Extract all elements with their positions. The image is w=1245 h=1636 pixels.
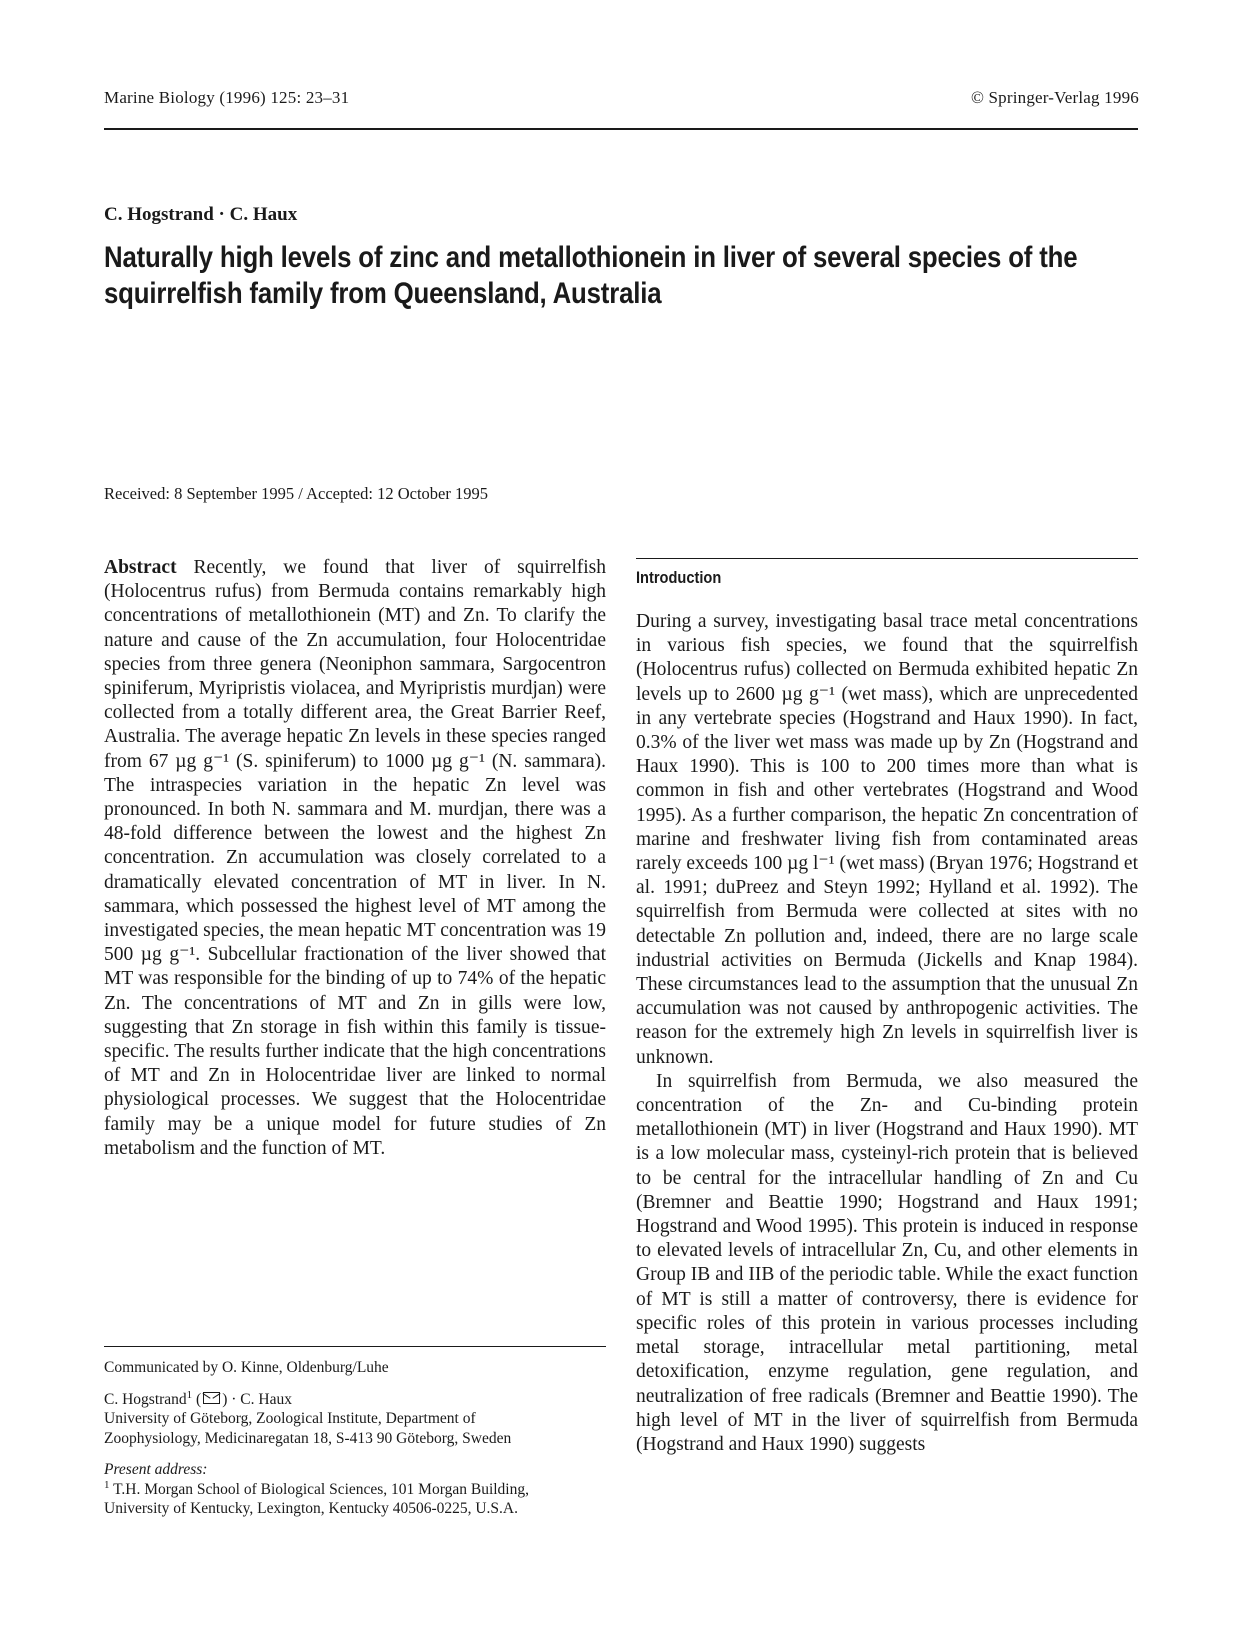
author-footnote-marker: 1 <box>186 1388 193 1401</box>
footnotes-block <box>104 1358 606 1531</box>
affiliation-line-1: University of Göteborg, Zoological Institute, Department of <box>104 1410 476 1427</box>
copyright-notice: © Springer-Verlag 1996 <box>970 88 1139 107</box>
abstract-label: Abstract <box>104 557 177 578</box>
envelope-icon <box>203 1392 220 1404</box>
introduction-section <box>636 610 1138 1457</box>
received-accepted-dates: Received: 8 September 1995 / Accepted: 12 October 1995 <box>104 484 488 503</box>
footnote-divider <box>104 1346 606 1347</box>
abstract-text: Recently, we found that liver of squirrelfish (Holocentrus rufus) from Bermuda contains remarkably high concentrations of metallothionein (MT) and Zn. To clarify the nature and cause of the Zn accumulation, four Holocentridae species from three genera (Neoniphon sammara, Sargocentron spiniferum, Myripristis violacea, and Myripristis murdjan) were collected from a totally different area, the Great Barrier Reef, Australia. The average hepatic Zn levels in these species ranged from 67 µg g⁻¹ (S. spiniferum) to 1000 µg g⁻¹ (N. sammara). The intraspecies variation in the hepatic Zn level was pronounced. In both N. sammara and M. murdjan, there was a 48-fold difference between the lowest and the highest Zn concentration. Zn accumulation was closely correlated to a dramatically elevated concentration of MT in liver. In N. sammara, which possessed the highest level of MT among the investigated species, the mean hepatic MT concentration was 19 500 µg g⁻¹. Subcellular fractionation of the liver showed that MT was responsible for the binding of up to 74% of the hepatic Zn. The concentrations of MT and Zn in gills were low, suggesting that Zn storage in fish within this family is tissue-specific. The results further indicate that the high concentrations of MT and Zn in Holocentridae liver are linked to normal physiological processes. We suggest that the Holocentridae family may be a unique model for future studies of Zn metabolism and the function of MT. <box>104 557 606 1159</box>
introduction-paragraph-2: In squirrelfish from Bermuda, we also measured the concentration of the Zn- and Cu-binding protein metallothionein (MT) in liver (Hogstrand and Haux 1990). MT is a low molecular mass, cysteinyl-rich protein that is believed to be central for the intracellular handling of Zn and Cu (Bremner and Beattie 1990; Hogstrand and Haux 1991; Hogstrand and Wood 1995). This protein is induced in response to elevated levels of intracellular Zn, Cu, and other elements in Group IB and IIB of the periodic table. While the exact function of MT is still a matter of controversy, there is evidence for specific roles of this protein in various processes including metal storage, intracellular metal partitioning, metal detoxification, enzyme regulation, gene regulation, and neutralization of free radicals (Bremner and Beattie 1990). The high level of MT in the liver of squirrelfish from Bermuda (Hogstrand and Haux 1990) suggests <box>636 1070 1138 1455</box>
author-name-2: · C. Haux <box>231 1390 292 1408</box>
present-address-label: Present address: <box>104 1461 208 1478</box>
introduction-paragraph-1: During a survey, investigating basal trace metal concentrations in various fish species, we found that the squirrelfish (Holocentrus rufus) collected on Bermuda exhibited hepatic Zn levels up to 2600 µg g⁻¹ (wet mass), which are unprecedented in any vertebrate species (Hogstrand and Haux 1990). In fact, 0.3% of the liver wet mass was made up by Zn (Hogstrand and Haux 1990). This is 100 to 200 times more than what is common in fish and other vertebrates (Hogstrand and Wood 1995). As a further comparison, the hepatic Zn concentration of marine and freshwater living fish from contaminated areas rarely exceeds 100 µg l⁻¹ (wet mass) (Bryan 1976; Hogstrand et al. 1991; duPreez and Steyn 1992; Hylland et al. 1992). The squirrelfish from Bermuda were collected at sites with no detectable Zn pollution and, indeed, there are no large scale industrial activities on Bermuda (Jickells and Knap 1984). These circumstances lead to the assumption that the unusual Zn accumulation was not caused by anthropogenic activities. The reason for the extremely high Zn levels in squirrelfish liver is unknown. <box>636 611 1138 1068</box>
article-title: Naturally high levels of zinc and metallothionein in liver of several species of the squirrelfish family from Queensland, Australia <box>104 241 1078 310</box>
introduction-divider <box>636 558 1138 559</box>
present-address-line-2: University of Kentucky, Lexington, Kentucky 40506-0225, U.S.A. <box>104 1500 518 1517</box>
abstract-section <box>104 556 606 1161</box>
communicated-by: Communicated by O. Kinne, Oldenburg/Luhe <box>104 1359 389 1376</box>
corresponding-author: C. Hogstrand$^1$ ( ) · C. Haux <box>104 1388 292 1408</box>
introduction-heading: Introduction <box>636 568 722 587</box>
present-address-marker: 1 <box>104 1478 110 1491</box>
header-divider <box>104 128 1138 130</box>
author-name-1: C. Hogstrand <box>104 1390 187 1408</box>
journal-citation: Marine Biology (1996) 125: 23–31 <box>104 88 350 107</box>
author-list: C. Hogstrand · C. Haux <box>104 204 298 225</box>
affiliation-line-2: Zoophysiology, Medicinaregatan 18, S-413 90 Göteborg, Sweden <box>104 1429 512 1447</box>
present-address-line-1: $^1$ T.H. Morgan School of Biological Sciences, 101 Morgan Building, <box>104 1478 529 1498</box>
